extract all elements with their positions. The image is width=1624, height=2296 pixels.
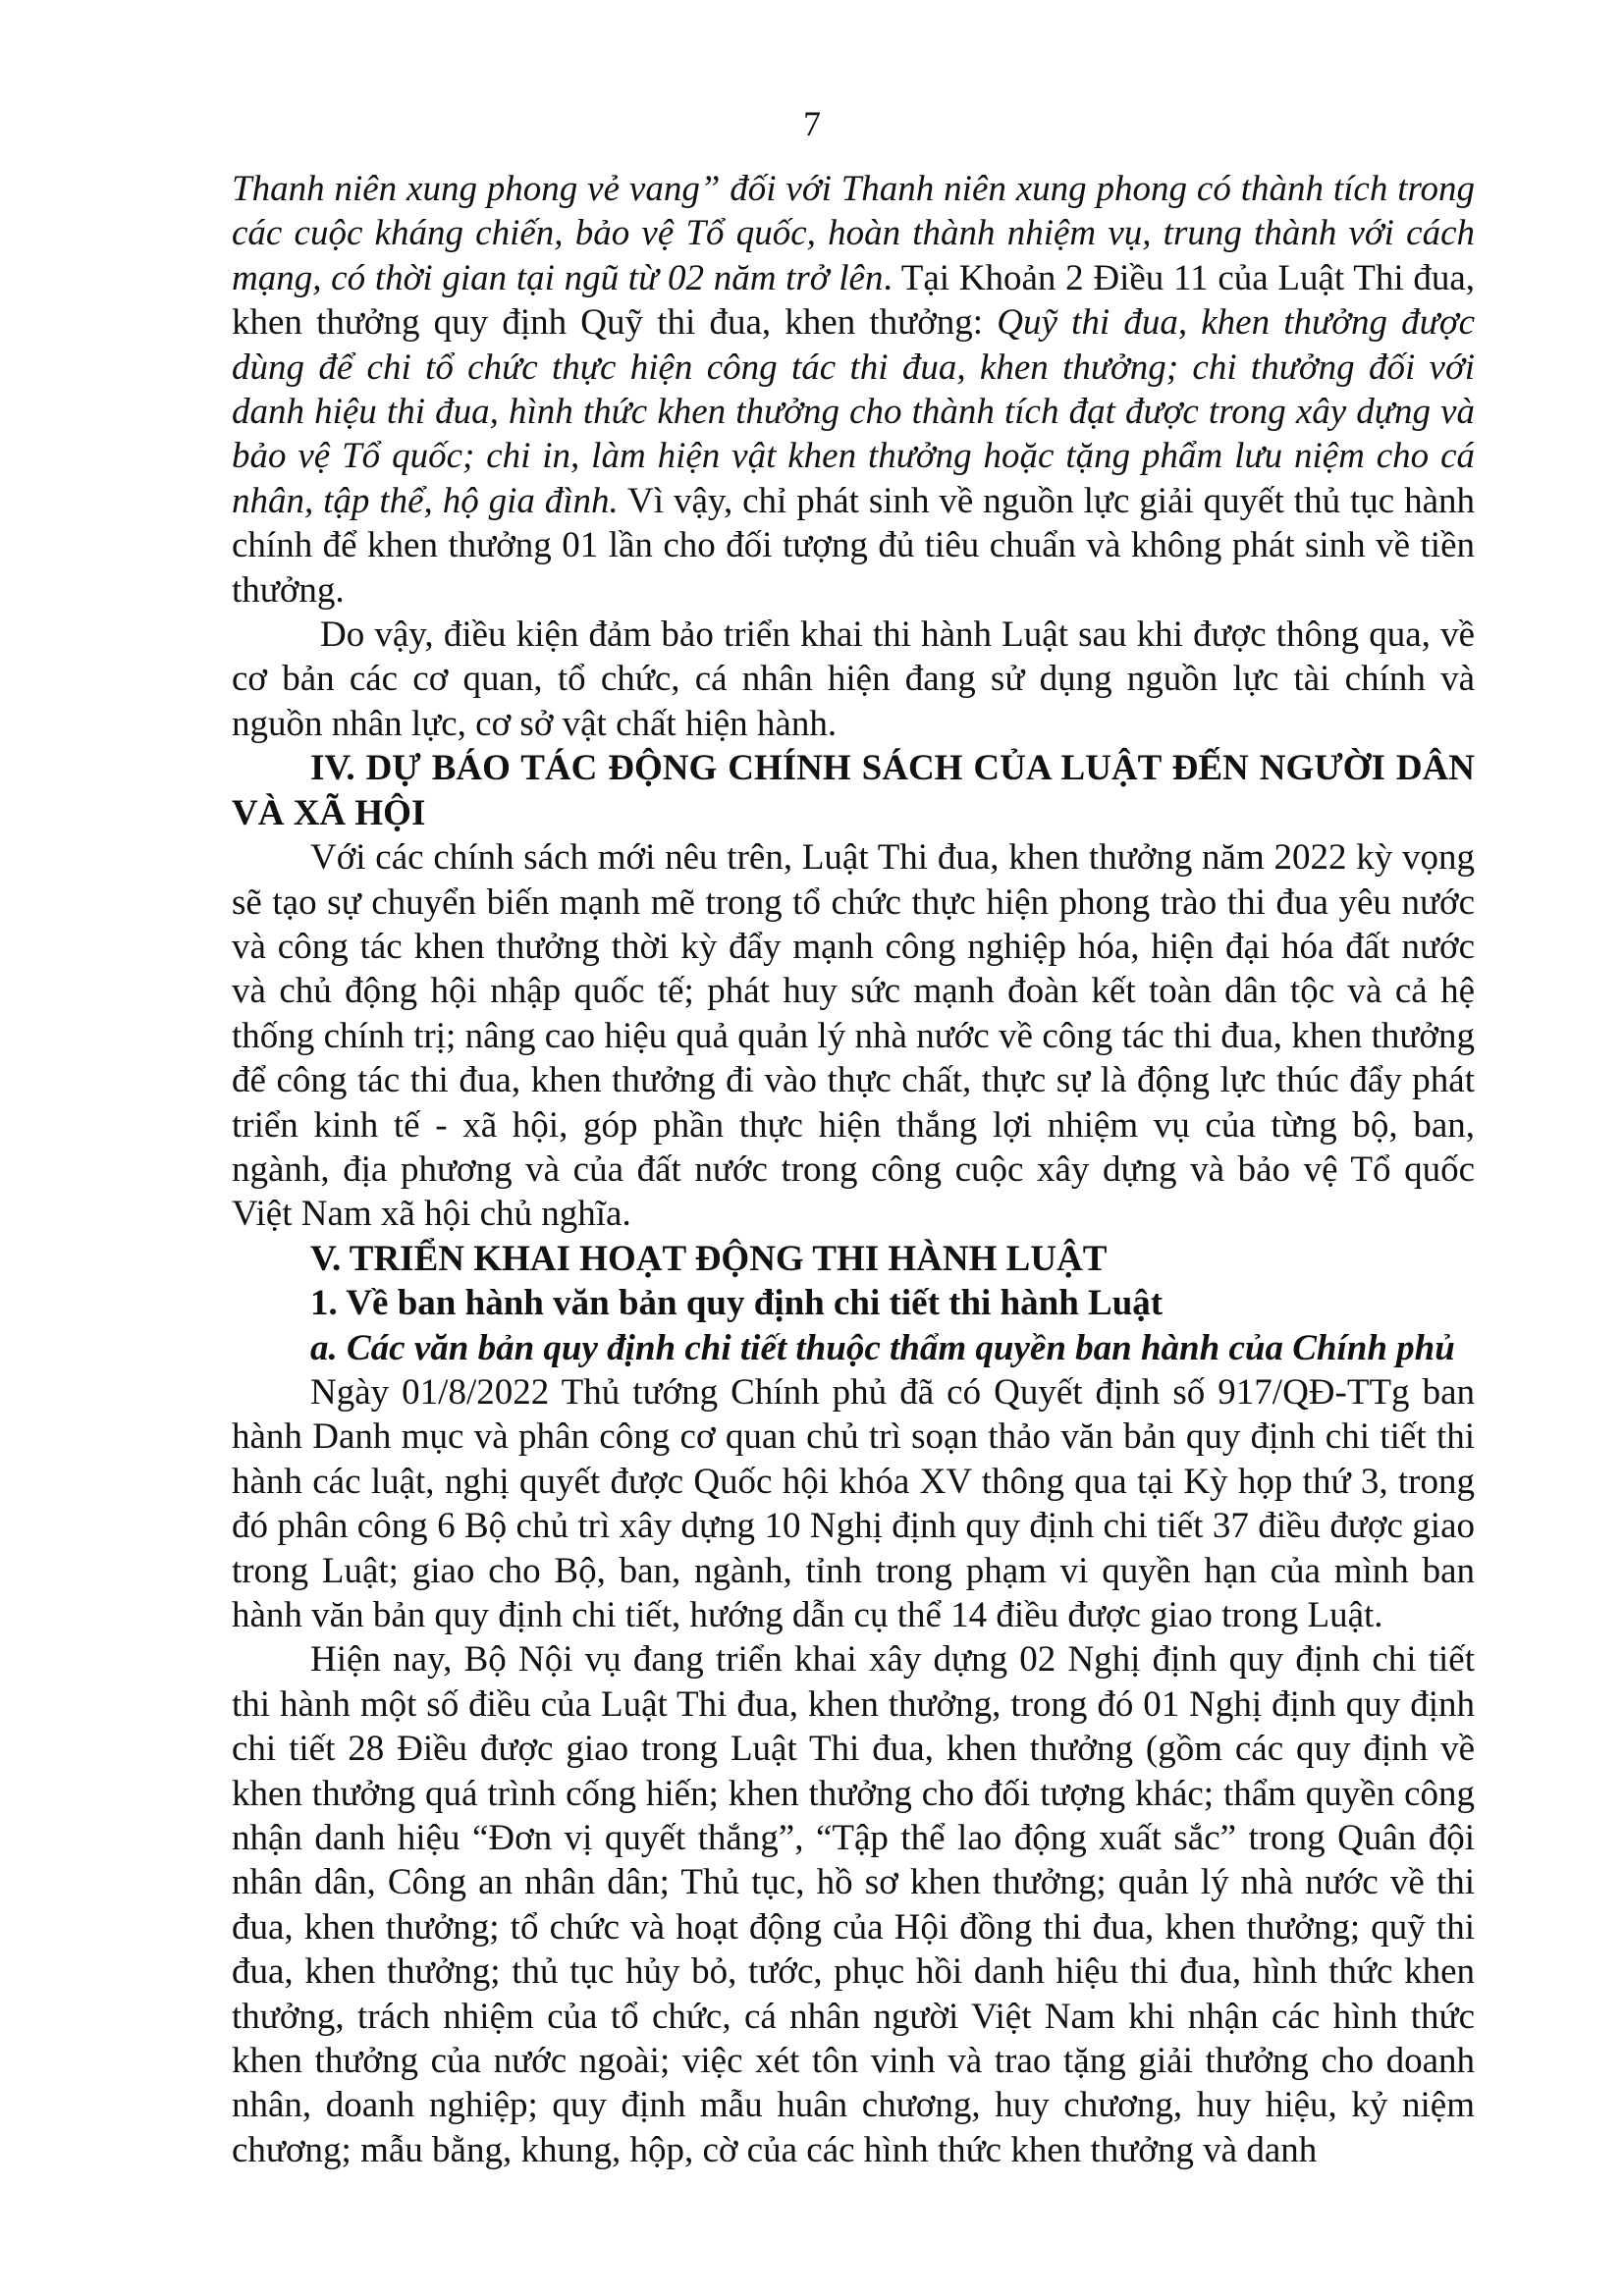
- heading-section-iv: IV. DỰ BÁO TÁC ĐỘNG CHÍNH SÁCH CỦA LUẬT ĐẾN NGƯỜI DÂN VÀ XÃ HỘI: [232, 748, 1475, 833]
- page-number: 7: [803, 104, 821, 143]
- italic-quote-thanh-nien: Thanh niên xung phong vẻ vang” đối với Thanh niên xung phong có thành tích trong các cuộc kháng chiến, bảo vệ Tổ quốc, hoàn thành nhiệm vụ, trung thành với cách mạng, có thời gian tại ngũ từ 02 năm trở lên: [232, 169, 1475, 298]
- heading-subsection-a: a. Các văn bản quy định chi tiết thuộc thẩm quyền ban hành của Chính phủ: [310, 1327, 1455, 1368]
- paragraph-quyet-dinh-917: Ngày 01/8/2022 Thủ tướng Chính phủ đã có Quyết định số 917/QĐ-TTg ban hành Danh mục và phân công cơ quan chủ trì soạn thảo văn bản quy định chi tiết thi hành các luật, nghị quyết được Quốc hội khóa XV thông qua tại Kỳ họp thứ 3, trong đó phân công 6 Bộ chủ trì xây dựng 10 Nghị định quy định chi tiết 37 điều được giao trong Luật; giao cho Bộ, ban, ngành, tỉnh trong phạm vi quyền hạn của mình ban hành văn bản quy định chi tiết, hướng dẫn cụ thể 14 điều được giao trong Luật.: [232, 1371, 1475, 1635]
- paragraph-du-bao-tac-dong: Với các chính sách mới nêu trên, Luật Thi đua, khen thưởng năm 2022 kỳ vọng sẽ tạo sự chuyển biến mạnh mẽ trong tổ chức thực hiện phong trào thi đua yêu nước và công tác khen thưởng thời kỳ đẩy mạnh công nghiệp hóa, hiện đại hóa đất nước và chủ động hội nhập quốc tế; phát huy sức mạnh đoàn kết toàn dân tộc và cả hệ thống chính trị; nâng cao hiệu quả quản lý nhà nước về công tác thi đua, khen thưởng để công tác thi đua, khen thưởng đi vào thực chất, thực sự là động lực thúc đẩy phát triển kinh tế - xã hội, góp phần thực hiện thắng lợi nhiệm vụ của từng bộ, ban, ngành, địa phương và của đất nước trong công cuộc xây dựng và bảo vệ Tổ quốc Việt Nam xã hội chủ nghĩa.: [232, 837, 1475, 1235]
- paragraph-do-vay: Do vậy, điều kiện đảm bảo triển khai thi hành Luật sau khi được thông qua, về cơ bản các cơ quan, tổ chức, cá nhân hiện đang sử dụng nguồn lực tài chính và nguồn nhân lực, cơ sở vật chất hiện hành.: [232, 614, 1475, 744]
- text-vi-vay: Vì vậy, chỉ phát sinh về nguồn lực giải quyết thủ tục hành chính để khen thưởng 01 lần cho đối tượng đủ tiêu chuẩn và không phát sinh về tiền thưởng.: [232, 480, 1475, 611]
- italic-quote-quy-thi-dua: Quỹ thi đua, khen thưởng được dùng để chi tổ chức thực hiện công tác thi đua, khen thưởng; chi thưởng đối với danh hiệu thi đua, hình thức khen thưởng cho thành tích đạt được trong xây dựng và bảo vệ Tổ quốc; chi in, làm hiện vật khen thưởng hoặc tặng phẩm lưu niệm cho cá nhân, tập thể, hộ gia đình.: [232, 302, 1476, 521]
- document-body: [232, 167, 1475, 2172]
- heading-section-v: V. TRIỂN KHAI HOẠT ĐỘNG THI HÀNH LUẬT: [310, 1238, 1108, 1279]
- paragraph-quy-thi-dua: [232, 167, 1475, 613]
- heading-subsection-1: 1. Về ban hành văn bản quy định chi tiết thi hành Luật: [310, 1283, 1164, 1324]
- paragraph-bo-noi-vu: Hiện nay, Bộ Nội vụ đang triển khai xây dựng 02 Nghị định quy định chi tiết thi hành một số điều của Luật Thi đua, khen thưởng, trong đó 01 Nghị định quy định chi tiết 28 Điều được giao trong Luật Thi đua, khen thưởng (gồm các quy định về khen thưởng quá trình cống hiến; khen thưởng cho đối tượng khác; thẩm quyền công nhận danh hiệu “Đơn vị quyết thắng”, “Tập thể lao động xuất sắc” trong Quân đội nhân dân, Công an nhân dân; Thủ tục, hồ sơ khen thưởng; quản lý nhà nước về thi đua, khen thưởng; tổ chức và hoạt động của Hội đồng thi đua, khen thưởng; quỹ thi đua, khen thưởng; thủ tục hủy bỏ, tước, phục hồi danh hiệu thi đua, hình thức khen thưởng, trách nhiệm của tổ chức, cá nhân người Việt Nam khi nhận các hình thức khen thưởng của nước ngoài; việc xét tôn vinh và trao tặng giải thưởng cho doanh nhân, doanh nghiệp; quy định mẫu huân chương, huy chương, huy hiệu, kỷ niệm chương; mẫu bằng, khung, hộp, cờ của các hình thức khen thưởng và danh: [232, 1639, 1475, 2170]
- text-khoan-2-dieu-11: . Tại Khoản 2 Điều 11 của Luật Thi đua, khen thưởng quy định Quỹ thi đua, khen thưởng:: [232, 257, 1475, 344]
